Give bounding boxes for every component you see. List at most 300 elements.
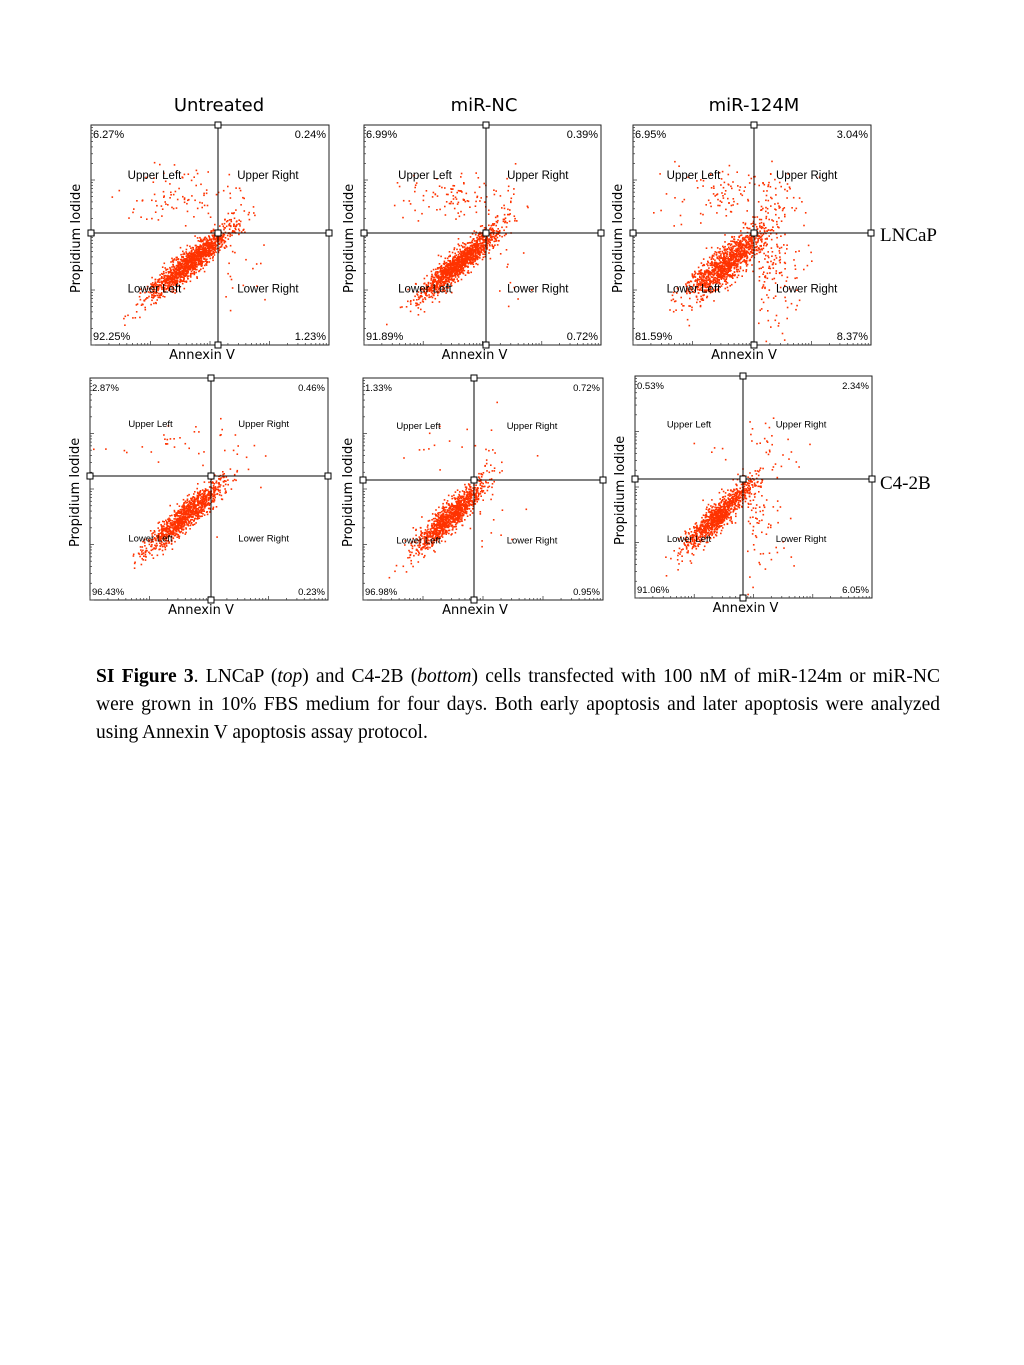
quadrant-name-upper-right: Upper Right bbox=[237, 170, 299, 182]
event-dot-lower-right bbox=[523, 252, 525, 254]
event-dot-upper-left bbox=[766, 190, 768, 192]
event-dot-lower-left bbox=[200, 240, 202, 242]
event-dot-lower-left bbox=[208, 508, 210, 510]
event-dot-lower-left bbox=[454, 275, 456, 277]
event-dot-lower-left bbox=[437, 268, 439, 270]
event-dot-lower-left bbox=[426, 275, 428, 277]
event-dot-lower-left bbox=[504, 222, 506, 224]
event-dot-upper-left bbox=[475, 201, 477, 203]
event-dot-lower-left bbox=[180, 509, 182, 511]
event-dot-lower-left bbox=[757, 250, 759, 252]
event-dot-lower-left bbox=[191, 499, 193, 501]
event-dot-lower-left bbox=[223, 225, 225, 227]
event-dot-lower-left bbox=[192, 264, 194, 266]
event-dot-lower-left bbox=[173, 266, 175, 268]
event-dot-lower-left bbox=[194, 263, 196, 265]
event-dot-lower-left bbox=[477, 251, 479, 253]
event-dot-lower-left bbox=[435, 298, 437, 300]
event-dot-lower-right bbox=[795, 251, 797, 253]
event-dot-upper-left bbox=[447, 194, 449, 196]
event-dot-lower-left bbox=[689, 325, 691, 327]
event-dot-upper-left bbox=[731, 205, 733, 207]
event-dot-upper-right bbox=[782, 210, 784, 212]
event-dot-lower-left bbox=[193, 257, 195, 259]
event-dot-upper-right bbox=[495, 190, 497, 192]
event-dot-lower-left bbox=[213, 507, 215, 509]
event-dot-upper-left bbox=[660, 210, 662, 212]
event-dot-upper-right bbox=[768, 200, 770, 202]
event-dot-lower-right bbox=[782, 333, 784, 335]
event-dot-lower-left bbox=[486, 244, 488, 246]
event-dot-lower-left bbox=[202, 251, 204, 253]
event-dot-lower-left bbox=[180, 247, 182, 249]
event-dot-lower-left bbox=[724, 280, 726, 282]
event-dot-upper-left bbox=[177, 199, 179, 201]
quadrant-name-upper-left: Upper Left bbox=[666, 170, 721, 182]
event-dot-lower-left bbox=[480, 226, 482, 228]
event-dot-lower-left bbox=[732, 251, 734, 253]
event-dot-upper-left bbox=[132, 212, 134, 214]
event-dot-upper-right bbox=[762, 182, 764, 184]
event-dot-lower-left bbox=[707, 262, 709, 264]
event-dot-lower-left bbox=[199, 245, 201, 247]
event-dot-lower-left bbox=[466, 253, 468, 255]
event-dot-lower-left bbox=[236, 225, 238, 227]
event-dot-lower-left bbox=[201, 263, 203, 265]
event-dot-lower-left bbox=[224, 234, 226, 236]
event-dot-lower-left bbox=[156, 299, 158, 301]
event-dot-upper-left bbox=[713, 187, 715, 189]
event-dot-lower-left bbox=[206, 259, 208, 261]
event-dot-lower-left bbox=[734, 256, 736, 258]
event-dot-lower-right bbox=[263, 244, 265, 246]
event-dot-lower-left bbox=[706, 263, 708, 265]
event-dot-lower-left bbox=[489, 249, 491, 251]
event-dot-lower-left bbox=[438, 255, 440, 257]
event-dot-lower-left bbox=[137, 303, 139, 305]
event-dot-lower-left bbox=[447, 265, 449, 267]
event-dot-upper-right bbox=[791, 207, 793, 209]
event-dot-lower-left bbox=[234, 228, 236, 230]
event-dot-lower-left bbox=[165, 272, 167, 274]
event-dot-upper-right bbox=[497, 215, 499, 217]
event-dot-lower-left bbox=[445, 279, 447, 281]
event-dot-upper-left bbox=[154, 194, 156, 196]
event-dot-upper-left bbox=[454, 208, 456, 210]
event-dot-lower-left bbox=[179, 271, 181, 273]
event-dot-upper-left bbox=[673, 225, 675, 227]
event-dot-upper-left bbox=[456, 192, 458, 194]
event-dot-upper-left bbox=[732, 181, 734, 183]
event-dot-lower-left bbox=[185, 258, 187, 260]
event-dot-lower-left bbox=[498, 240, 500, 242]
event-dot-upper-left bbox=[740, 193, 742, 195]
event-dot-lower-right bbox=[228, 263, 230, 265]
event-dot-lower-left bbox=[150, 530, 152, 532]
event-dot-lower-left bbox=[168, 277, 170, 279]
event-dot-upper-left bbox=[729, 165, 731, 167]
event-dot-lower-left bbox=[726, 278, 728, 280]
event-dot-lower-left bbox=[458, 258, 460, 260]
event-dot-lower-left bbox=[731, 284, 733, 286]
event-dot-upper-left bbox=[763, 190, 765, 192]
event-dot-lower-left bbox=[697, 279, 699, 281]
event-dot-lower-left bbox=[154, 531, 156, 533]
event-dot-lower-left bbox=[176, 257, 178, 259]
event-dot-upper-left bbox=[728, 202, 730, 204]
event-dot-upper-left bbox=[503, 205, 505, 207]
event-dot-lower-left bbox=[728, 247, 730, 249]
event-dot-lower-left bbox=[739, 248, 741, 250]
event-dot-lower-left bbox=[179, 266, 181, 268]
event-dot-lower-left bbox=[497, 237, 499, 239]
event-dot-lower-left bbox=[475, 255, 477, 257]
event-dot-lower-left bbox=[460, 272, 462, 274]
percent-upper-left: 6.99% bbox=[366, 129, 398, 141]
event-dot-lower-left bbox=[744, 260, 746, 262]
event-dot-lower-left bbox=[142, 304, 144, 306]
event-dot-lower-left bbox=[170, 277, 172, 279]
event-dot-lower-left bbox=[212, 235, 214, 237]
event-dot-lower-left bbox=[233, 212, 235, 214]
event-dot-lower-right bbox=[764, 281, 766, 283]
event-dot-lower-right bbox=[776, 257, 778, 259]
event-dot-lower-left bbox=[471, 250, 473, 252]
event-dot-upper-left bbox=[418, 220, 420, 222]
event-dot-lower-left bbox=[198, 264, 200, 266]
percent-lower-left: 91.89% bbox=[366, 331, 404, 343]
event-dot-lower-left bbox=[206, 262, 208, 264]
event-dot-upper-left bbox=[708, 200, 710, 202]
event-dot-lower-left bbox=[703, 274, 705, 276]
event-dot-lower-left bbox=[197, 252, 199, 254]
event-dot-lower-left bbox=[746, 265, 748, 267]
event-dot-lower-left bbox=[756, 246, 758, 248]
quadrant-gate-handle[interactable] bbox=[868, 230, 874, 236]
event-dot-upper-left bbox=[748, 175, 750, 177]
event-dot-upper-left bbox=[723, 197, 725, 199]
event-dot-lower-left bbox=[761, 241, 763, 243]
event-dot-lower-right bbox=[783, 244, 785, 246]
event-dot-lower-left bbox=[777, 226, 779, 228]
event-dot-lower-left bbox=[450, 273, 452, 275]
event-dot-upper-left bbox=[713, 193, 715, 195]
event-dot-upper-right bbox=[770, 205, 772, 207]
event-dot-lower-left bbox=[196, 265, 198, 267]
event-dot-lower-left bbox=[458, 268, 460, 270]
event-dot-lower-left bbox=[227, 479, 229, 481]
event-dot-lower-right bbox=[759, 268, 761, 270]
quadrant-gate-handle[interactable] bbox=[483, 122, 489, 128]
event-dot-lower-left bbox=[471, 262, 473, 264]
event-dot-lower-left bbox=[732, 262, 734, 264]
event-dot-lower-left bbox=[204, 507, 206, 509]
event-dot-upper-right bbox=[515, 163, 517, 165]
event-dot-lower-left bbox=[478, 256, 480, 258]
event-dot-lower-left bbox=[472, 254, 474, 256]
event-dot-lower-left bbox=[723, 247, 725, 249]
event-dot-lower-left bbox=[724, 259, 726, 261]
y-axis-label: Propidium Iodide bbox=[342, 183, 357, 293]
event-dot-lower-left bbox=[187, 271, 189, 273]
event-dot-lower-left bbox=[440, 280, 442, 282]
column-title-mir-nc: miR-NC bbox=[450, 95, 518, 116]
event-dot-lower-left bbox=[224, 223, 226, 225]
event-dot-lower-left bbox=[495, 225, 497, 227]
event-dot-lower-left bbox=[701, 269, 703, 271]
event-dot-upper-left bbox=[721, 201, 723, 203]
event-dot-lower-left bbox=[445, 271, 447, 273]
event-dot-lower-left bbox=[187, 278, 189, 280]
event-dot-lower-left bbox=[180, 275, 182, 277]
event-dot-lower-left bbox=[746, 269, 748, 271]
event-dot-lower-left bbox=[514, 215, 516, 217]
quadrant-gate-handle[interactable] bbox=[483, 230, 489, 236]
event-dot-lower-left bbox=[514, 220, 516, 222]
event-dot-lower-left bbox=[765, 238, 767, 240]
event-dot-lower-left bbox=[714, 279, 716, 281]
event-dot-lower-right bbox=[781, 275, 783, 277]
event-dot-upper-left bbox=[478, 177, 480, 179]
event-dot-lower-left bbox=[759, 225, 761, 227]
event-dot-lower-left bbox=[201, 247, 203, 249]
event-dot-lower-left bbox=[246, 457, 248, 459]
event-dot-lower-left bbox=[472, 242, 474, 244]
event-dot-lower-left bbox=[747, 244, 749, 246]
event-dot-lower-left bbox=[457, 265, 459, 267]
event-dot-lower-left bbox=[507, 209, 509, 211]
event-dot-lower-left bbox=[181, 272, 183, 274]
event-dot-lower-left bbox=[461, 253, 463, 255]
event-dot-lower-left bbox=[724, 249, 726, 251]
event-dot-upper-left bbox=[414, 187, 416, 189]
event-dot-upper-left bbox=[719, 205, 721, 207]
event-dot-upper-left bbox=[511, 198, 513, 200]
event-dot-upper-left bbox=[178, 188, 180, 190]
quadrant-name-lower-right: Lower Right bbox=[507, 283, 569, 296]
event-dot-lower-left bbox=[722, 252, 724, 254]
event-dot-lower-left bbox=[196, 276, 198, 278]
quadrant-gate-handle[interactable] bbox=[630, 230, 636, 236]
event-dot-upper-left bbox=[161, 215, 163, 217]
event-dot-lower-left bbox=[215, 482, 217, 484]
event-dot-lower-left bbox=[207, 252, 209, 254]
event-dot-lower-left bbox=[194, 235, 196, 237]
event-dot-upper-left bbox=[186, 203, 188, 205]
event-dot-upper-left bbox=[445, 214, 447, 216]
event-dot-lower-left bbox=[759, 252, 761, 254]
event-dot-lower-left bbox=[203, 246, 205, 248]
quadrant-gate-handle[interactable] bbox=[215, 122, 221, 128]
event-dot-lower-right bbox=[784, 268, 786, 270]
event-dot-lower-left bbox=[206, 238, 208, 240]
quadrant-gate-handle[interactable] bbox=[88, 230, 94, 236]
event-dot-lower-left bbox=[229, 228, 231, 230]
event-dot-lower-left bbox=[180, 254, 182, 256]
event-dot-lower-left bbox=[168, 279, 170, 281]
event-dot-lower-left bbox=[166, 278, 168, 280]
event-dot-lower-left bbox=[762, 227, 764, 229]
event-dot-lower-left bbox=[482, 245, 484, 247]
event-dot-lower-left bbox=[737, 259, 739, 261]
event-dot-lower-left bbox=[746, 247, 748, 249]
percent-upper-right: 0.39% bbox=[566, 129, 598, 141]
event-dot-lower-right bbox=[775, 320, 777, 322]
event-dot-lower-left bbox=[159, 279, 161, 281]
event-dot-upper-left bbox=[733, 201, 735, 203]
event-dot-lower-left bbox=[734, 267, 736, 269]
event-dot-lower-left bbox=[210, 258, 212, 260]
quadrant-gate-handle[interactable] bbox=[751, 122, 757, 128]
event-dot-lower-left bbox=[784, 234, 786, 236]
event-dot-lower-left bbox=[207, 243, 209, 245]
event-dots bbox=[112, 162, 266, 326]
event-dot-upper-left bbox=[414, 191, 416, 193]
event-dot-lower-right bbox=[786, 280, 788, 282]
event-dot-lower-left bbox=[171, 278, 173, 280]
event-dot-lower-right bbox=[794, 265, 796, 267]
quadrant-gate-handle[interactable] bbox=[326, 230, 332, 236]
event-dot-lower-left bbox=[757, 238, 759, 240]
event-dot-lower-left bbox=[484, 227, 486, 229]
event-dot-lower-right bbox=[807, 265, 809, 267]
event-dot-lower-left bbox=[144, 307, 146, 309]
event-dot-lower-right bbox=[779, 250, 781, 252]
event-dot-lower-left bbox=[439, 301, 441, 303]
event-dot-lower-left bbox=[701, 262, 703, 264]
event-dot-upper-left bbox=[453, 198, 455, 200]
event-dot-lower-left bbox=[693, 276, 695, 278]
event-dot-upper-right bbox=[801, 201, 803, 203]
event-dot-lower-left bbox=[756, 253, 758, 255]
event-dot-upper-left bbox=[666, 193, 668, 195]
event-dot-lower-left bbox=[178, 277, 180, 279]
event-dot-lower-left bbox=[416, 299, 418, 301]
event-dot-lower-left bbox=[190, 281, 192, 283]
event-dot-lower-left bbox=[702, 279, 704, 281]
event-dot-lower-right bbox=[786, 244, 788, 246]
quadrant-gate-handle[interactable] bbox=[361, 230, 367, 236]
event-dot-upper-left bbox=[229, 174, 231, 176]
event-dot-lower-left bbox=[231, 221, 233, 223]
event-dot-upper-left bbox=[185, 225, 187, 227]
event-dot-upper-right bbox=[224, 219, 226, 221]
event-dot-lower-left bbox=[189, 265, 191, 267]
event-dot-lower-left bbox=[233, 225, 235, 227]
quadrant-gate-handle[interactable] bbox=[598, 230, 604, 236]
event-dot-lower-left bbox=[164, 523, 166, 525]
event-dot-upper-left bbox=[428, 206, 430, 208]
event-dot-lower-right bbox=[779, 252, 781, 254]
event-dot-lower-left bbox=[213, 237, 215, 239]
event-dot-lower-left bbox=[431, 278, 433, 280]
event-dots bbox=[386, 163, 533, 325]
event-dot-lower-left bbox=[739, 242, 741, 244]
event-dot-upper-right bbox=[767, 186, 769, 188]
quadrant-name-upper-right: Upper Right bbox=[507, 170, 569, 182]
event-dot-lower-left bbox=[453, 271, 455, 273]
row-label-lncap: LNCaP bbox=[880, 225, 937, 246]
event-dot-lower-right bbox=[768, 267, 770, 269]
event-dot-lower-left bbox=[694, 274, 696, 276]
event-dot-lower-left bbox=[440, 273, 442, 275]
event-dot-lower-left bbox=[454, 253, 456, 255]
event-dot-lower-left bbox=[698, 271, 700, 273]
event-dot-lower-left bbox=[747, 241, 749, 243]
event-dot-lower-left bbox=[211, 253, 213, 255]
event-dot-lower-left bbox=[695, 272, 697, 274]
event-dot-lower-left bbox=[736, 269, 738, 271]
event-dot-upper-left bbox=[394, 205, 396, 207]
event-dot-lower-right bbox=[784, 262, 786, 264]
event-dot-lower-left bbox=[456, 278, 458, 280]
quadrant-gate-handle[interactable] bbox=[215, 230, 221, 236]
event-dot-lower-left bbox=[422, 299, 424, 301]
event-dot-lower-right bbox=[770, 268, 772, 270]
event-dot-lower-left bbox=[139, 317, 141, 319]
x-axis-label: Annexin V bbox=[711, 348, 777, 363]
event-dot-lower-left bbox=[195, 259, 197, 261]
quadrant-gate-handle[interactable] bbox=[751, 230, 757, 236]
event-dot-upper-right bbox=[803, 225, 805, 227]
event-dot-upper-left bbox=[702, 214, 704, 216]
event-dot-lower-left bbox=[198, 262, 200, 264]
event-dot-lower-left bbox=[183, 278, 185, 280]
event-dot-upper-left bbox=[416, 182, 418, 184]
event-dot-lower-left bbox=[179, 279, 181, 281]
event-dot-upper-left bbox=[777, 203, 779, 205]
event-dot-upper-left bbox=[176, 207, 178, 209]
event-dot-lower-left bbox=[473, 266, 475, 268]
event-dot-upper-left bbox=[455, 218, 457, 220]
event-dot-lower-left bbox=[182, 265, 184, 267]
event-dot-lower-left bbox=[704, 270, 706, 272]
event-dot-upper-left bbox=[726, 215, 728, 217]
event-dot-lower-left bbox=[179, 268, 181, 270]
event-dot-upper-left bbox=[453, 195, 455, 197]
event-dot-lower-left bbox=[727, 254, 729, 256]
event-dot-lower-left bbox=[204, 265, 206, 267]
event-dot-lower-right bbox=[761, 299, 763, 301]
event-dot-lower-left bbox=[468, 272, 470, 274]
event-dot-lower-left bbox=[449, 260, 451, 262]
event-dot-upper-left bbox=[136, 200, 138, 202]
event-dot-lower-left bbox=[731, 249, 733, 251]
event-dot-lower-left bbox=[184, 263, 186, 265]
event-dot-lower-right bbox=[785, 300, 787, 302]
event-dot-upper-right bbox=[796, 208, 798, 210]
event-dot-lower-left bbox=[730, 266, 732, 268]
event-dot-lower-left bbox=[708, 277, 710, 279]
event-dot-lower-left bbox=[497, 231, 499, 233]
event-dot-lower-left bbox=[424, 311, 426, 313]
event-dot-lower-left bbox=[197, 246, 199, 248]
event-dot-lower-right bbox=[759, 280, 761, 282]
event-dot-lower-left bbox=[483, 247, 485, 249]
percent-lower-left: 81.59% bbox=[635, 331, 673, 343]
event-dot-lower-left bbox=[505, 217, 507, 219]
event-dot-lower-left bbox=[723, 269, 725, 271]
event-dot-upper-left bbox=[743, 190, 745, 192]
event-dot-lower-left bbox=[464, 252, 466, 254]
event-dot-lower-right bbox=[784, 253, 786, 255]
event-dot-upper-left bbox=[206, 189, 208, 191]
event-dot-upper-right bbox=[774, 203, 776, 205]
x-axis-label: Annexin V bbox=[441, 348, 508, 363]
event-dot-lower-left bbox=[738, 236, 740, 238]
event-dot-lower-left bbox=[173, 275, 175, 277]
event-dot-lower-right bbox=[779, 273, 781, 275]
